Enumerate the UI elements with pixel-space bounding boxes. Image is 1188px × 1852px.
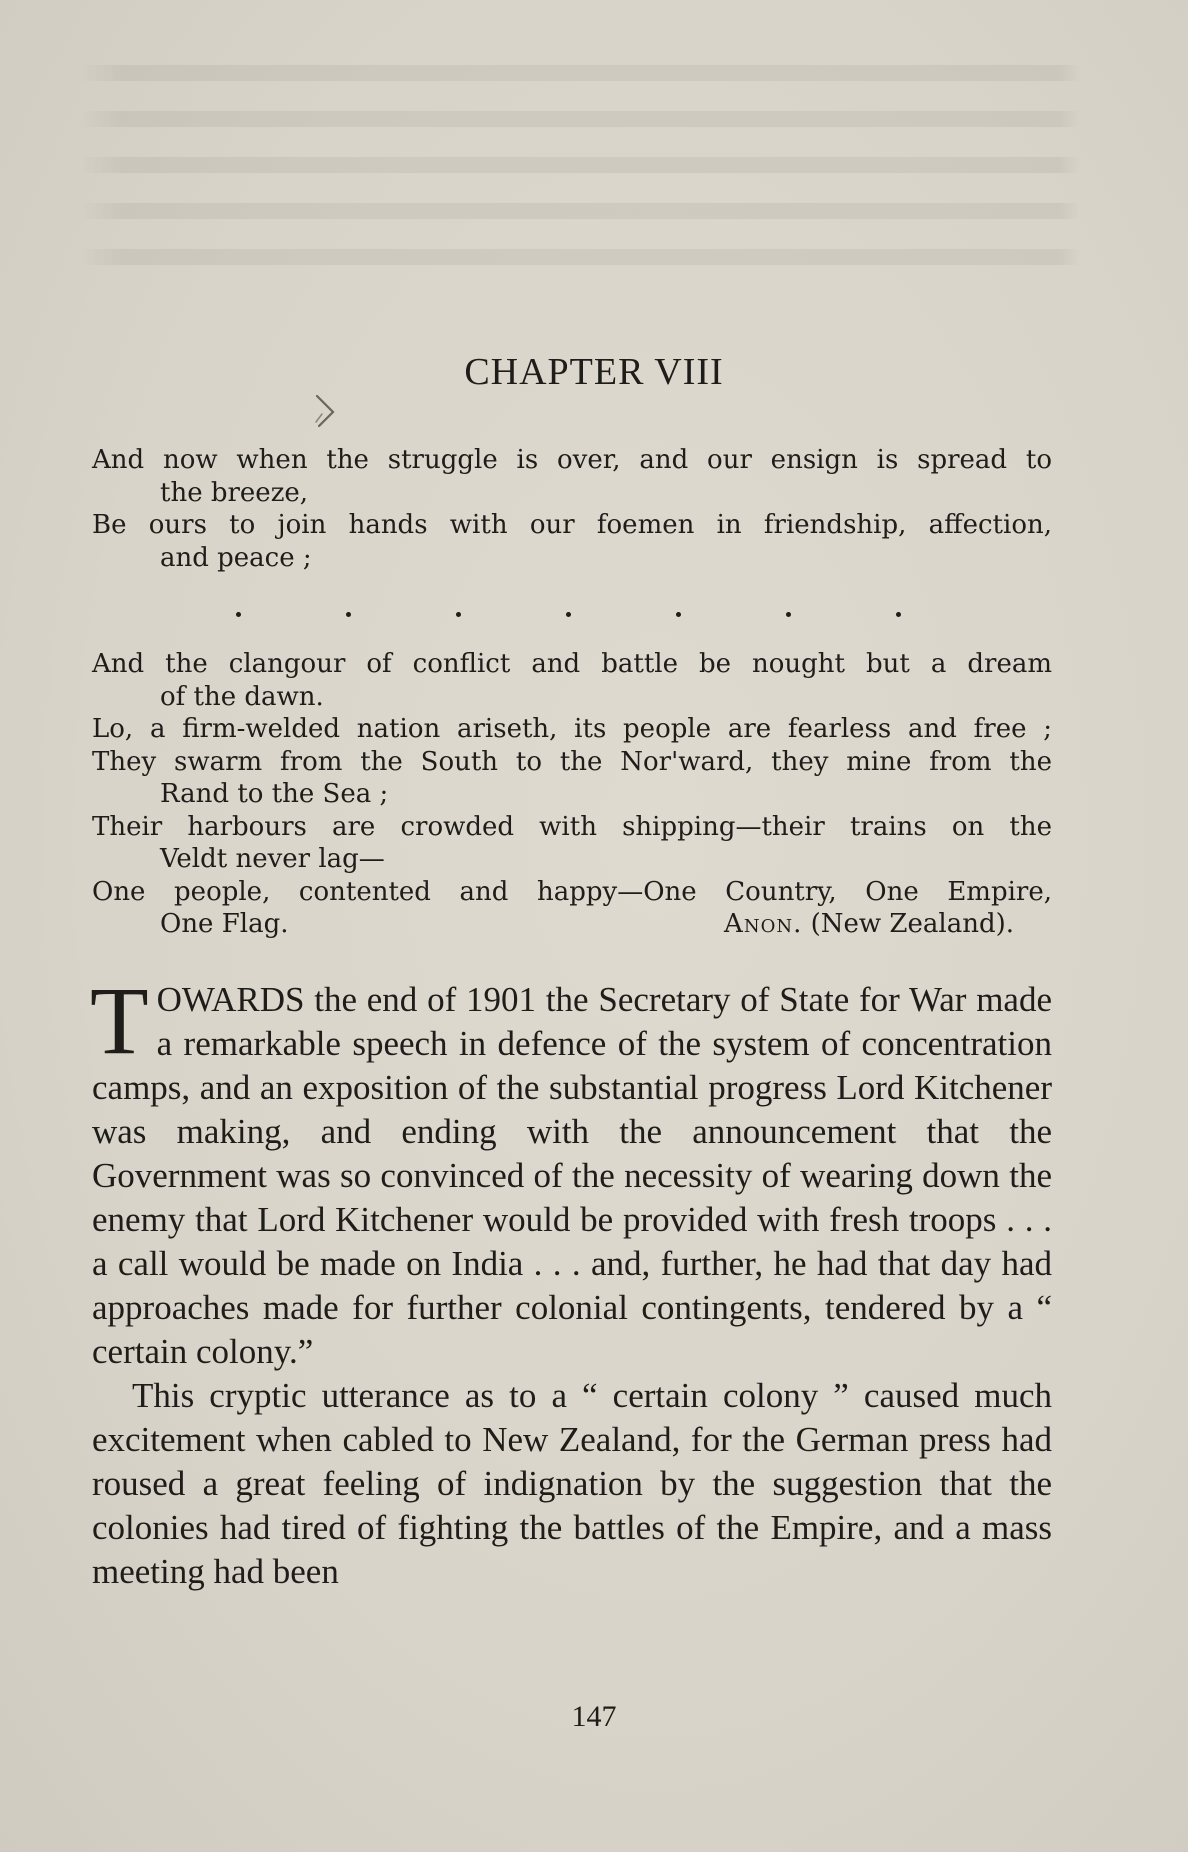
poem-line: And the clangour of conflict and battle be nought but a dream xyxy=(92,649,1052,679)
dot xyxy=(456,612,461,617)
poem-line: Lo, a firm-welded nation ariseth, its people are fearless and free ; xyxy=(92,714,1052,744)
paragraph: This cryptic utterance as to a “ certain colony ” caused much excitement when cabled to New Zealand, for the German press had roused a great feeling of indignation by the suggestion that the colonies had tired of fighting the battles of the Empire, and a mass meeting had been xyxy=(92,1376,1052,1591)
dot xyxy=(566,612,571,617)
dot xyxy=(896,612,901,617)
bleed-through-line xyxy=(80,249,1080,265)
poem-line-continuation: the breeze, xyxy=(160,477,309,508)
epigraph-poem xyxy=(92,444,1052,941)
poem-line-continuation: Rand to the Sea ; xyxy=(160,779,389,809)
bleed-through-line xyxy=(80,111,1080,127)
dot xyxy=(236,612,241,617)
poem-line: One people, contented and happy—One Country, One Empire, xyxy=(92,876,1052,907)
poem-line: Be ours to join hands with our foemen in friendship, affection, xyxy=(92,510,1052,540)
poem-line-continuation: of the dawn. xyxy=(160,681,324,712)
poem-line: Their harbours are crowded with shipping—their trains on the xyxy=(92,811,1052,842)
dot xyxy=(676,612,681,617)
poem-line-continuation: Veldt never lag— xyxy=(160,844,385,874)
pencil-mark-icon xyxy=(313,392,339,432)
bleed-through-line xyxy=(80,65,1080,81)
poem-line: They swarm from the South to the Nor'ward, they mine from the xyxy=(92,746,1052,777)
chapter-body xyxy=(90,967,1052,1594)
ellipsis-dots xyxy=(236,592,901,636)
poem-attribution xyxy=(724,908,1014,941)
drop-cap: T xyxy=(90,967,149,1074)
bleed-through-line xyxy=(80,157,1080,173)
dot xyxy=(346,612,351,617)
poem-line-continuation: and peace ; xyxy=(160,542,312,573)
chapter-heading: CHAPTER VIII xyxy=(464,351,724,393)
poem-line: And now when the struggle is over, and our ensign is spread to xyxy=(92,445,1052,475)
poem-last-line xyxy=(92,908,1052,941)
attribution-place: (New Zealand). xyxy=(810,909,1014,939)
page-number: 147 xyxy=(571,1700,617,1733)
bleed-through-text xyxy=(80,30,1080,320)
attribution-name: Anon. xyxy=(724,909,803,939)
dot xyxy=(786,612,791,617)
paragraph-text: OWARDS the end of 1901 the Secretary of State for War made a remarkable speech in defence of the system of concentration camps, and an exposition of the substantial progress Lord Kitchener was making, and ending with the announcement that the Government was so convinced of the necessity of wearing down the enemy that Lord Kitchener would be provided with fresh troops . . . a call would be made on India . . . and, further, he had that day had approaches made for further colonial contingents, tendered by a “ certain colony.” xyxy=(92,980,1052,1371)
bleed-through-line xyxy=(80,203,1080,219)
paragraph xyxy=(90,967,1052,1374)
poem-line-continuation: One Flag. xyxy=(160,909,289,939)
